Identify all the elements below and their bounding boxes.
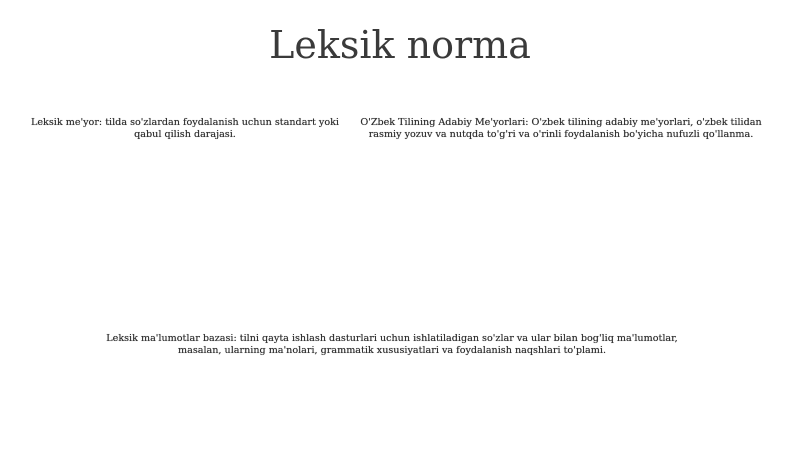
slide-title: Leksik norma (269, 23, 531, 67)
definition-literary-norms: O'Zbek Tilining Adabiy Me'yorlari: O'zbek tilining adabiy me'yorlari, o'zbek tilidan rasmiy yozuv va nutqda to'g'ri va o'rinli foydalanish bo'yicha nufuzli qo'llanma. (360, 117, 762, 140)
definition-lexical-database: Leksik ma'lumotlar bazasi: tilni qayta ishlash dasturlari uchun ishlatiladigan so'zlar va ular bilan bog'liq ma'lumotlar, masalan, ularning ma'nolari, grammatik xususiyatlari va foydalanish naqshlari to'plami. (106, 333, 678, 356)
definition-lexical-norm: Leksik me'yor: tilda so'zlardan foydalanish uchun standart yoki qabul qilish darajasi. (31, 117, 339, 140)
